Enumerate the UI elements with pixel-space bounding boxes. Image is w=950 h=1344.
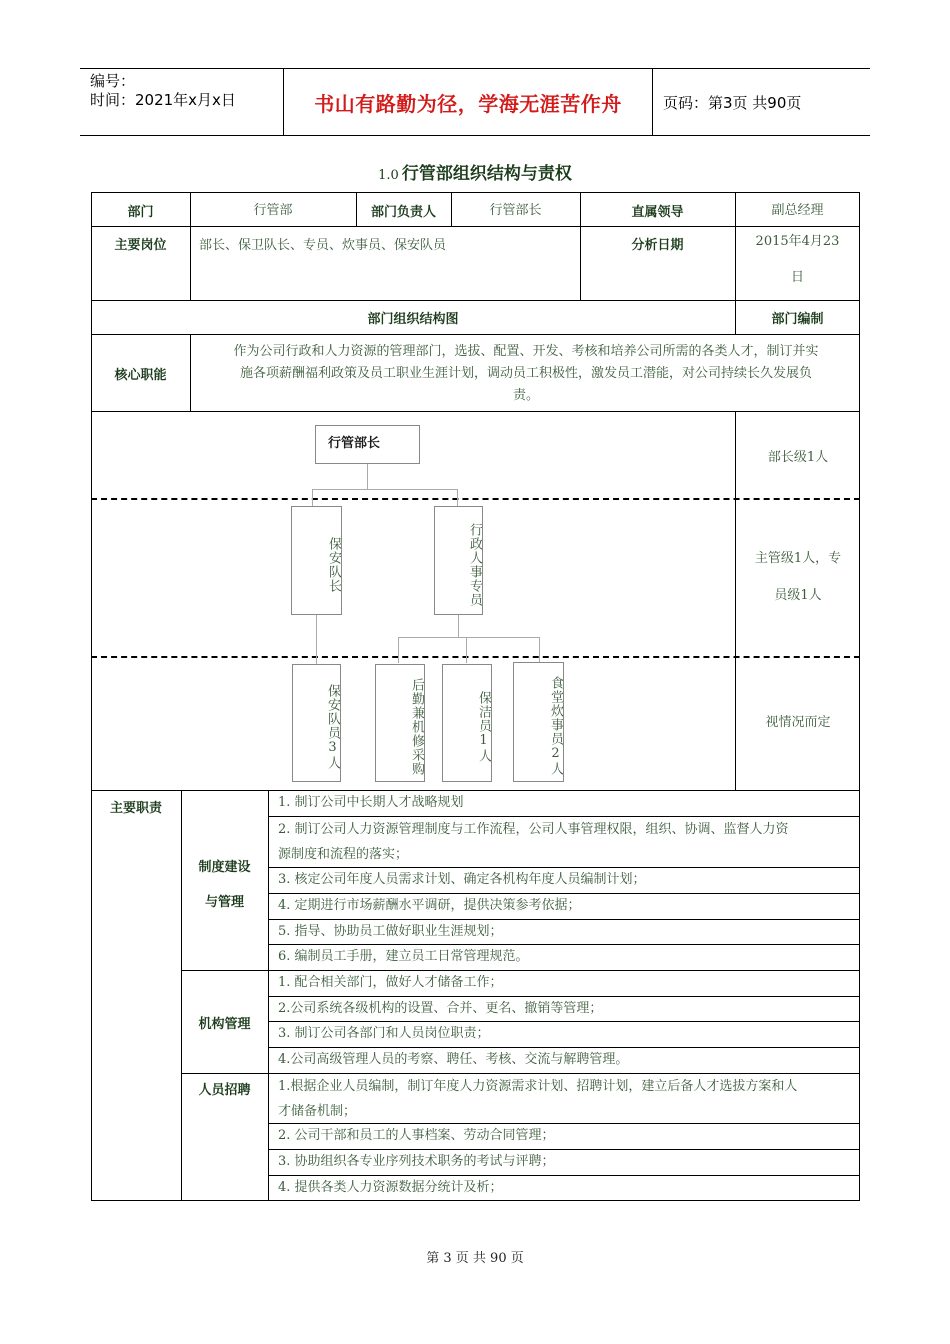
header-motto-cell <box>283 69 653 135</box>
table-rule <box>190 334 191 411</box>
duties-label: 主要职责 <box>109 801 162 816</box>
title-number: 1.0 <box>378 168 399 183</box>
duty-item-line: 才储备机制； <box>278 1104 357 1119</box>
date-value-line: 日 <box>790 270 804 285</box>
org-node-level2 <box>442 664 492 782</box>
duty-item: 1. 制订公司中长期人才战略规划 <box>278 795 464 810</box>
org-connector <box>458 615 459 637</box>
org-connector <box>398 637 540 638</box>
page-footer: 第 3 页 共 90 页 <box>426 1251 524 1266</box>
duty-group-name: 机构管理 <box>198 1016 251 1032</box>
org-node-label: 保安队员3人 <box>325 684 340 770</box>
duty-item-line: 2. 制订公司人力资源管理制度与工作流程，公司人事管理权限，组织、协调、监督人力资 <box>278 822 789 837</box>
head-value: 行管部长 <box>489 203 542 218</box>
staffing-label: 部门编制 <box>771 312 824 327</box>
org-node-level2 <box>513 662 564 782</box>
dept-value: 行管部 <box>253 203 293 218</box>
document-title <box>0 159 950 184</box>
org-node-label: 后勤兼机修采购 <box>409 678 424 776</box>
org-connector <box>312 489 458 490</box>
leader-value: 副总经理 <box>771 203 824 218</box>
duty-item: 3. 制订公司各部门和人员岗位职责； <box>278 1026 490 1041</box>
date-label: 分析日期 <box>631 238 684 253</box>
table-rule <box>91 226 860 227</box>
core-label: 核心职能 <box>114 367 167 383</box>
table-rule <box>91 790 860 791</box>
org-node-level2 <box>292 664 341 782</box>
core-text <box>196 341 856 407</box>
duty-item: 3. 协助组织各专业序列技术职务的考试与评聘； <box>278 1154 555 1169</box>
org-connector <box>466 637 467 663</box>
page-code-text: 页码：第3页 共90页 <box>663 93 802 112</box>
org-node-label: 食堂炊事员2人 <box>548 676 563 776</box>
time-label: 时间：2021年x月x日 <box>90 91 236 109</box>
title-text: 行管部组织结构与责权 <box>401 164 572 184</box>
staffing-line: 主管级1人，专 <box>754 551 842 566</box>
org-node-level1 <box>434 506 483 615</box>
posts-label: 主要岗位 <box>114 238 167 253</box>
duty-item: 4. 提供各类人力资源数据分统计及析； <box>278 1180 503 1195</box>
org-connector <box>539 637 540 663</box>
header-meta <box>80 69 283 135</box>
duty-item: 2.公司系统各级机构的设置、合并、更名、撤销等管理； <box>278 1001 603 1016</box>
dept-label: 部门 <box>127 204 154 220</box>
org-connector <box>457 489 458 506</box>
org-node-top: 行管部长 <box>315 425 420 464</box>
header-page-code <box>653 69 870 135</box>
staffing-row-2 <box>736 540 860 614</box>
head-label: 部门负责人 <box>370 204 436 220</box>
duty-item: 1. 配合相关部门，做好人才储备工作； <box>278 975 503 990</box>
staffing-line: 员级1人 <box>774 588 822 603</box>
duty-group-line: 制度建设 <box>198 860 251 875</box>
duty-item: 4.公司高级管理人员的考察、聘任、考核、交流与解聘管理。 <box>278 1052 629 1067</box>
org-connector <box>316 615 317 664</box>
core-line: 责。 <box>512 388 539 403</box>
core-line: 施各项薪酬福利政策及员工职业生涯计划，调动员工积极性，激发员工潜能，对公司持续长久发展负 <box>239 366 812 381</box>
serial-label: 编号： <box>90 72 136 90</box>
duty-item: 3. 核定公司年度人员需求计划、确定各机构年度人员编制计划； <box>278 872 646 887</box>
leader-label: 直属领导 <box>631 204 684 220</box>
core-line: 作为公司行政和人力资源的管理部门，选拔、配置、开发、考核和培养公司所需的各类人才，制订并实 <box>233 344 819 359</box>
org-connector <box>312 489 313 506</box>
date-value-line: 2015年4月23 <box>755 234 840 249</box>
duty-item <box>270 1074 797 1124</box>
duty-item: 6. 编制员工手册，建立员工日常管理规范。 <box>278 949 529 964</box>
table-rule <box>91 334 860 335</box>
duty-item-line: 源制度和流程的落实； <box>278 847 409 862</box>
duty-item-line: 1.根据企业人员编制，制订年度人力资源需求计划、招聘计划，建立后备人才选拔方案和人 <box>278 1079 798 1094</box>
date-value <box>735 233 860 287</box>
duty-group-name: 人员招聘 <box>198 1083 251 1098</box>
posts-value: 部长、保卫队长、专员、炊事员、保安队员 <box>199 238 447 253</box>
motto-text: 书山有路勤为径，学海无涯苦作舟 <box>314 91 622 116</box>
org-node-label: 保安队长 <box>326 536 341 593</box>
org-connector <box>398 637 399 663</box>
org-node-label: 保洁员1人 <box>476 691 491 763</box>
dashed-separator <box>91 498 860 500</box>
duty-item: 5. 指导、协助员工做好职业生涯规划； <box>278 924 503 939</box>
org-connector <box>367 464 368 489</box>
org-node-level1 <box>291 506 342 615</box>
org-node-label: 行政人事专员 <box>467 522 482 607</box>
duty-item: 2. 公司干部和员工的人事档案、劳动合同管理； <box>278 1128 555 1143</box>
org-chart-label: 部门组织结构图 <box>367 312 459 327</box>
org-node-level2 <box>375 664 425 782</box>
staffing-row-3: 视情况而定 <box>765 714 831 730</box>
page-header <box>80 68 870 136</box>
duty-item: 4. 定期进行市场薪酬水平调研，提供决策参考依据； <box>278 898 581 913</box>
duty-item <box>270 817 789 867</box>
staffing-row-1: 部长级1人 <box>767 449 829 465</box>
duty-group-name <box>181 850 268 920</box>
duty-group-line: 与管理 <box>204 895 244 910</box>
